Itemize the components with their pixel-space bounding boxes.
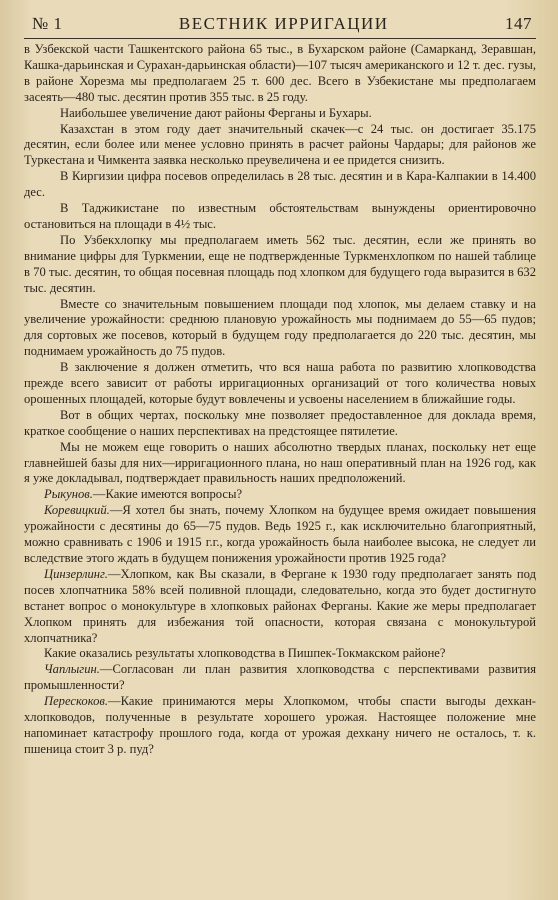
issue-number: № 1	[32, 14, 63, 33]
discussion-remark	[24, 646, 536, 662]
discussion-remark	[24, 694, 536, 758]
paragraph: Вместе со значительным повышением площади под хлопок, мы делаем ставку и на увеличение урожайности: среднюю плановую урожайность мы поднимаем до 55—65 пудов; для сортовых же посевов, который в будущем году предполагается до 220 тыс. десятин, мы поднимаем урожайность до 75 пудов.	[24, 296, 536, 359]
discussion-remark	[24, 503, 536, 567]
remark-text: —Хлопком, как Вы сказали, в Фергане к 1930 году предполагает занять под посев хлопчатника 58% всей поливной площади, следовательно, когда это будет достигнуто встанет вопрос о монокультуре в хлопковых районах Ферганы. Какие же меры предполагает Хлопком принять для избежания той опасности, которая связана с монокультурой хлопчатника?	[24, 566, 536, 645]
discussion-remark	[24, 567, 536, 647]
page-number: 147	[505, 14, 532, 33]
paragraph: Мы не можем еще говорить о наших абсолютно твердых планах, поскольку нет еще главнейшей базы для них—ирригационного плана, но наш оперативный план на 1926 год, как я уже докладывал, подтверждает правильность наших предположений.	[24, 439, 536, 486]
remark-text: —Согласован ли план развития хлопководства с перспективами развития промышленности?	[24, 662, 536, 693]
speaker-name: Перескоков.	[44, 694, 109, 709]
page-header	[24, 14, 536, 39]
speaker-name: Коревицкий.	[44, 503, 110, 518]
remark-text: —Я хотел бы знать, почему Хлопком на будущее время ожидает повышения урожайности с десятины до 65—75 пудов. Ведь 1925 г., как исключительно благоприятный, можно сравнивать с 1906 и 1915 г.г., когда урожайность была наиболее высока, не следует ли вследствие этого ждать в будущем понижения урожайности против 1925 года?	[24, 503, 536, 565]
discussion-remark	[24, 487, 536, 503]
paragraph: в Узбекской части Ташкентского района 65 тыс., в Бухарском районе (Самарканд, Зеравшан, Кашка-дарьинская и Сурахан-дарьинская области)—107 тысяч американского и 12 т. дес. гузы, в районе Хорезма мы предполагаем 25 т. 600 дес. Всего в Узбекистане мы предполагаем засеять—480 тыс. десятин против 355 тыс. в 25 году.	[24, 42, 536, 104]
paragraph: Вот в общих чертах, поскольку мне позволяет предоставленное для доклада время, краткое сообщение о наших перспективах на предстоящее пятилетие.	[24, 407, 536, 438]
remark-text: Какие оказались результаты хлопководства в Пишпек-Токмакском районе?	[44, 646, 446, 661]
paragraph: В Киргизии цифра посевов определилась в 28 тыс. десятин и в Кара-Калпакии в 14.400 дес.	[24, 169, 536, 200]
paragraph: В заключение я должен отметить, что вся наша работа по развитию хлопководства прежде всего зависит от работы ирригационных организаций от того количества новых орошенных площадей, которые будут вовлечены и усвоены населением в ближайшие годы.	[24, 360, 536, 406]
remark-text: —Какие имеются вопросы?	[92, 487, 243, 502]
article-body	[24, 42, 536, 758]
paragraph: Казахстан в этом году дает значительный скачек—с 24 тыс. он достигает 35.175 десятин, если более или менее условно принять в расчет районы Чардары; для районов же Туркестана и Чимкента заявка несколько преувеличена и ее придется снизить.	[24, 121, 536, 168]
paragraph: В Таджикистане по известным обстоятельствам вынуждены ориентировочно остановиться на площади в 4½ тыс.	[24, 201, 536, 231]
speaker-name: Цинзерлинг.	[44, 566, 108, 581]
journal-title: ВЕСТНИК ИРРИГАЦИИ	[178, 14, 389, 33]
discussion-remark	[24, 662, 536, 694]
speaker-name: Рыкунов.	[44, 487, 93, 502]
speaker-name: Чаплыгин.	[44, 662, 100, 677]
paragraph: Наибольшее увеличение дают районы Ферганы и Бухары.	[60, 105, 372, 120]
remark-text: —Какие принимаются меры Хлопкомом, чтобы спасти выгоды дехкан-хлопководов, полученные в результате хорошего урожая. Настоящее положение мне напоминает катастрофу прошлого года, когда от урожая дехкану ничего не осталось, т. к. пшеница стоит 3 р. пуд?	[24, 694, 536, 756]
paragraph: По Узбекхлопку мы предполагаем иметь 562 тыс. десятин, если же принять во внимание цифры для Туркмении, еще не подтвержденные Туркменхлопком по нашей таблице в 70 тыс. десятин, то общая посевная площадь под хлопком для будущего года выразится в 632 тыс. десятин.	[24, 232, 536, 295]
